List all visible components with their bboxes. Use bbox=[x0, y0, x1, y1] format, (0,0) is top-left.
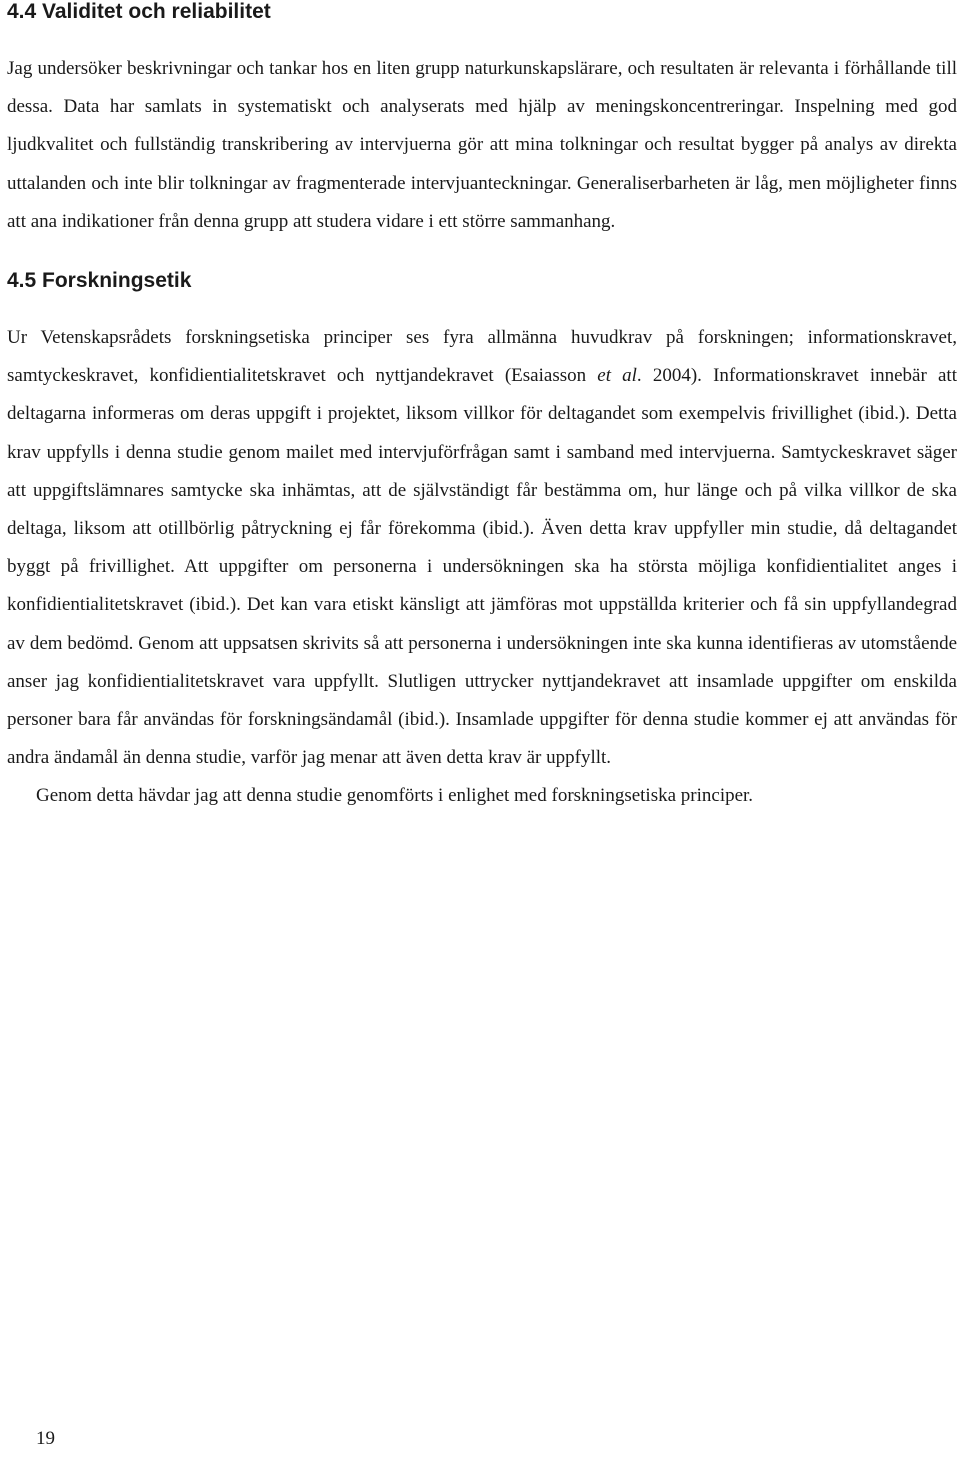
paragraph-text: Ur Vetenskapsrådets forskningsetiska principer ses fyra allmänna huvudkrav på forskningen; informationskravet, samtyckeskravet, konfidientialitetskravet och nyttjandekravet (Esaiasson bbox=[7, 327, 957, 387]
section-heading-validitet: 4.4 Validitet och reliabilitet bbox=[7, 0, 271, 23]
section-heading-forskningsetik: 4.5 Forskningsetik bbox=[7, 269, 192, 293]
paragraph-text: . 2004). Informationskravet innebär att deltagarna informeras om deras uppgift i projektet, liksom villkor för deltagandet som exempelvis frivillighet (ibid.). Detta krav uppfylls i denna studie genom mailet med intervjuförfrågan samt i samband med intervjuerna. Samtyckeskravet säger att uppgiftslämnares samtycke ska inhämtas, att de självständigt får bestämma om, hur länge och på vilka villkor de ska deltaga, liksom att otillbörlig påtryckning ej får förekomma (ibid.). Även detta krav uppfyller min studie, då deltagandet byggt på frivillighet. Att uppgifter om personerna i undersökningen ska ha största möjliga konfidientialitet anges i konfidientialitetskravet (ibid.). Det kan vara etiskt känsligt att jämföras mot uppställda kriterier och få sin uppfyllandegrad av dem bedömd. Genom att uppsatsen skrivits så att personerna i undersökningen inte ska kunna identifieras av utomstående anser jag konfidientialitetskravet vara uppfyllt. Slutligen uttrycker nyttjandekravet att insamlade uppgifter om enskilda personer bara får användas för forskningsändamål (ibid.). Insamlade uppgifter för denna studie kommer ej att användas för andra ändamål än denna studie, varför jag menar att även detta krav är uppfyllt. bbox=[7, 365, 957, 769]
paragraph-forskningsetik-1 bbox=[7, 319, 957, 777]
et-al-citation: et al bbox=[597, 365, 637, 387]
document-page bbox=[7, 0, 957, 816]
paragraph-validitet: Jag undersöker beskrivningar och tankar hos en liten grupp naturkunskapslärare, och resultaten är relevanta i förhållande till dessa. Data har samlats in systematiskt och analyserats med hjälp av meningskoncentreringar. Inspelning med god ljudkvalitet och fullständig transkribering av intervjuerna gör att mina tolkningar och resultat bygger på analys av direkta uttalanden och inte blir tolkningar av fragmenterade intervjuanteckningar. Generaliserbarheten är låg, men möjligheter finns att ana indikationer från denna grupp att studera vidare i ett större sammanhang. bbox=[7, 58, 957, 232]
paragraph-forskningsetik-2: Genom detta hävdar jag att denna studie genomförts i enlighet med forskningsetiska principer. bbox=[36, 785, 754, 807]
page-number: 19 bbox=[36, 1428, 55, 1449]
